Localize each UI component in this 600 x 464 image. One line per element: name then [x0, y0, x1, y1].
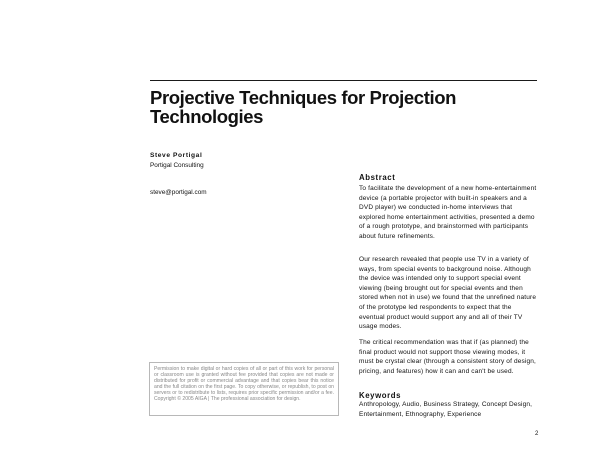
paper-title: Projective Techniques for Projection Technologies [150, 87, 456, 127]
keywords-heading: Keywords [359, 391, 402, 400]
abstract-heading: Abstract [359, 173, 396, 182]
author-affiliation: Portigal Consulting [150, 162, 204, 169]
keywords-text: Anthropology, Audio, Business Strategy, Concept Design, Entertainment, Ethnography, Experience [359, 401, 533, 418]
title-rule [150, 80, 537, 81]
abstract-paragraph-1: To facilitate the development of a new home-entertainment device (a portable projector with built-in speakers and a DVD player) we conducted in-home interviews that explored home entertainment activities, presented a demo of a rough prototype, and brainstormed with participants about future refinements. [359, 185, 537, 240]
abstract-paragraph-3: The critical recommendation was that if (as planned) the final product would not support those viewing modes, it must be crystal clear (through a consistent story of design, pricing, and features) how it can and can't be used. [359, 339, 536, 375]
author-email: steve@portigal.com [150, 189, 207, 196]
abstract-paragraph-2: Our research revealed that people use TV in a variety of ways, from special events to background noise. Although the device was intended only to support special event viewing (being brought out for special events and then stored when not in use) we found that the unrefined nature of the prototype led respondents to expect that the eventual product would support any and all of their TV usage modes. [359, 256, 537, 331]
permission-notice: Permission to make digital or hard copies of all or part of this work for personal or classroom use is granted without fee provided that copies are not made or distributed for profit or commercial advantage and that copies bear this notice and the full citation on the first page. To copy otherwise, or republish, to post on servers or to redistribute to lists, requires prior specific permission and/or a fee. Copyright © 2005 AIGA | The professional association for design. [149, 362, 339, 416]
author-name: Steve Portigal [150, 152, 203, 159]
page-number: 2 [535, 431, 539, 437]
